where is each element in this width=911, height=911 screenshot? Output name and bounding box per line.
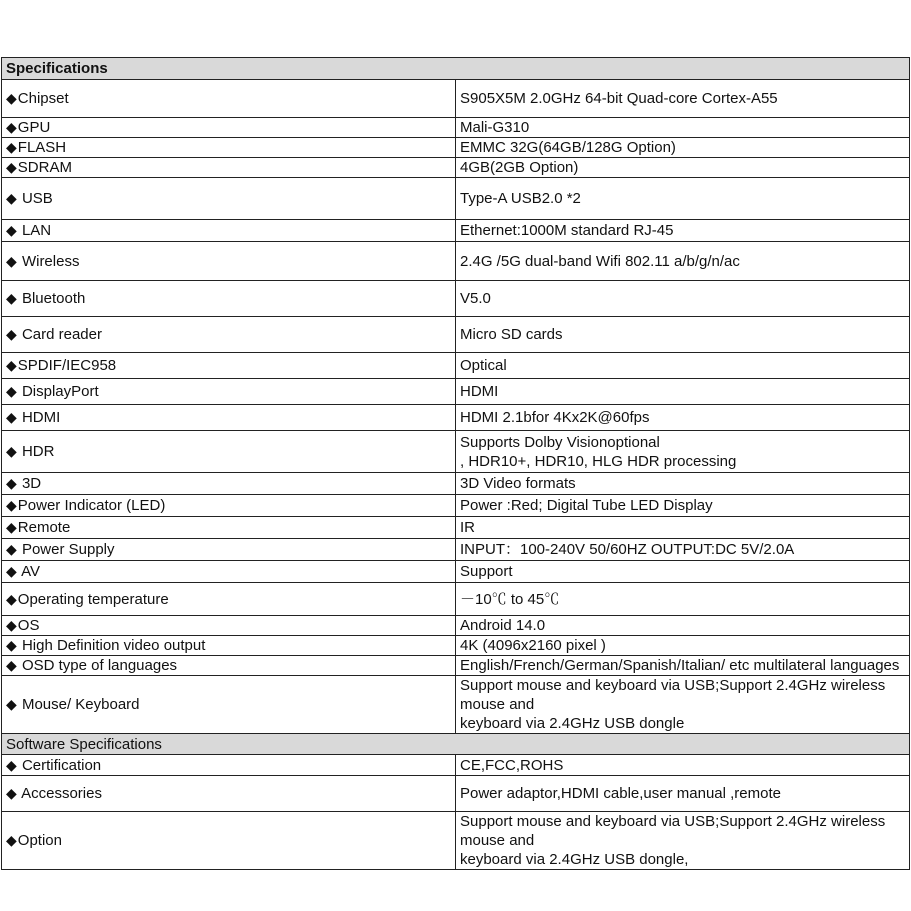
spec-label: Chipset (17, 90, 69, 107)
spec-label: DisplayPort (17, 383, 99, 400)
spec-row-chipset (2, 80, 910, 118)
spec-label: GPU (17, 119, 51, 136)
spec-value: 3D Video formats (456, 473, 910, 495)
spec-row-gpu (2, 118, 910, 138)
diamond-bullet-icon: ◆ (6, 222, 17, 238)
diamond-bullet-icon: ◆ (6, 159, 17, 175)
spec-value: IR (456, 517, 910, 539)
spec-value-line1: Support mouse and keyboard via USB;Support 2.4GHz wireless mouse and (460, 813, 886, 849)
spec-row-os (2, 616, 910, 636)
diamond-bullet-icon: ◆ (6, 756, 17, 773)
spec-label: Power Indicator (LED) (17, 497, 166, 514)
spec-value-line2: keyboard via 2.4GHz USB dongle, (460, 851, 689, 868)
spec-label: High Definition video output (17, 637, 206, 654)
spec-value-line2: keyboard via 2.4GHz USB dongle (460, 715, 685, 732)
diamond-bullet-icon: ◆ (6, 326, 17, 342)
spec-label: LAN (17, 222, 52, 239)
spec-row-osd-languages (2, 656, 910, 676)
spec-value: Mali-G310 (456, 118, 910, 138)
spec-label: SDRAM (17, 159, 72, 176)
spec-value: S905X5M 2.0GHz 64-bit Quad-core Cortex-A55 (456, 80, 910, 118)
spec-value: Power adaptor,HDMI cable,user manual ,remote (456, 776, 910, 812)
diamond-bullet-icon: ◆ (6, 252, 17, 269)
spec-row-hdr (2, 431, 910, 473)
spec-row-bluetooth (2, 281, 910, 317)
spec-value: Optical (456, 353, 910, 379)
spec-label: 3D (17, 475, 42, 492)
diamond-bullet-icon: ◆ (6, 383, 17, 399)
spec-row-flash (2, 138, 910, 158)
diamond-bullet-icon: ◆ (6, 443, 17, 459)
spec-value: V5.0 (456, 281, 910, 317)
spec-label: Card reader (17, 326, 102, 343)
spec-row-mouse-keyboard (2, 676, 910, 734)
spec-label: AV (17, 563, 41, 580)
spec-value-line2: , HDR10+, HDR10, HLG HDR processing (460, 452, 737, 470)
spec-value: Support (456, 561, 910, 583)
section-title: Software Specifications (2, 734, 910, 755)
spec-row-power-indicator (2, 495, 910, 517)
spec-row-spdif (2, 353, 910, 379)
diamond-bullet-icon: ◆ (6, 832, 17, 848)
spec-row-certification (2, 755, 910, 776)
spec-row-remote (2, 517, 910, 539)
spec-value: Android 14.0 (456, 616, 910, 636)
spec-row-card-reader (2, 317, 910, 353)
spec-label: Mouse/ Keyboard (17, 696, 140, 713)
section-header-software (2, 734, 910, 755)
spec-value: Ethernet:1000M standard RJ-45 (456, 220, 910, 242)
diamond-bullet-icon: ◆ (6, 90, 17, 106)
spec-value: －10℃ to 45℃ (456, 583, 910, 616)
diamond-bullet-icon: ◆ (6, 785, 17, 801)
spec-row-lan (2, 220, 910, 242)
diamond-bullet-icon: ◆ (6, 541, 17, 557)
spec-value: Type-A USB2.0 *2 (456, 178, 910, 220)
diamond-bullet-icon: ◆ (6, 475, 17, 491)
diamond-bullet-icon: ◆ (6, 190, 17, 206)
spec-row-operating-temperature (2, 583, 910, 616)
spec-label: Bluetooth (17, 290, 86, 307)
spec-value: EMMC 32G(64GB/128G Option) (456, 138, 910, 158)
spec-value: INPUT：100-240V 50/60HZ OUTPUT:DC 5V/2.0A (456, 539, 910, 561)
spec-label: Option (17, 832, 62, 849)
diamond-bullet-icon: ◆ (6, 139, 17, 155)
spec-row-displayport (2, 379, 910, 405)
spec-value: 2.4G /5G dual-band Wifi 802.11 a/b/g/n/ac (456, 242, 910, 281)
section-title: Specifications (2, 58, 910, 80)
spec-value-line1: Supports Dolby Visionoptional (460, 433, 660, 451)
spec-row-option (2, 812, 910, 870)
diamond-bullet-icon: ◆ (6, 497, 17, 513)
diamond-bullet-icon: ◆ (6, 119, 17, 135)
spec-label: OSD type of languages (17, 657, 178, 674)
spec-label: Operating temperature (17, 590, 169, 608)
spec-label: Remote (17, 519, 71, 536)
spec-label: Certification (17, 756, 102, 774)
spec-label: USB (17, 190, 53, 207)
diamond-bullet-icon: ◆ (6, 617, 17, 633)
spec-label: Power Supply (17, 541, 115, 558)
spec-label: Wireless (17, 252, 80, 270)
spec-label: Accessories (17, 785, 102, 802)
section-header-specifications (2, 58, 910, 80)
spec-value: HDMI 2.1bfor 4Kx2K@60fps (456, 405, 910, 431)
spec-row-3d (2, 473, 910, 495)
spec-row-av (2, 561, 910, 583)
diamond-bullet-icon: ◆ (6, 357, 17, 373)
diamond-bullet-icon: ◆ (6, 563, 17, 579)
spec-row-power-supply (2, 539, 910, 561)
spec-value: English/French/German/Spanish/Italian/ etc multilateral languages (456, 656, 910, 676)
spec-value: 4GB(2GB Option) (456, 158, 910, 178)
specifications-table (1, 57, 910, 870)
diamond-bullet-icon: ◆ (6, 637, 17, 653)
spec-row-usb (2, 178, 910, 220)
diamond-bullet-icon: ◆ (6, 696, 17, 712)
spec-row-accessories (2, 776, 910, 812)
spec-value: 4K (4096x2160 pixel ) (456, 636, 910, 656)
spec-label: HDR (17, 443, 55, 460)
diamond-bullet-icon: ◆ (6, 519, 17, 535)
spec-row-hdmi (2, 405, 910, 431)
spec-label: SPDIF/IEC958 (17, 357, 117, 374)
spec-value: CE,FCC,ROHS (456, 755, 910, 776)
spec-value: Micro SD cards (456, 317, 910, 353)
diamond-bullet-icon: ◆ (6, 290, 17, 306)
spec-row-hd-video-output (2, 636, 910, 656)
diamond-bullet-icon: ◆ (6, 657, 17, 673)
diamond-bullet-icon: ◆ (6, 590, 17, 607)
spec-value: Power :Red; Digital Tube LED Display (456, 495, 910, 517)
spec-value: HDMI (456, 379, 910, 405)
spec-row-sdram (2, 158, 910, 178)
diamond-bullet-icon: ◆ (6, 409, 17, 425)
spec-value-line1: Support mouse and keyboard via USB;Support 2.4GHz wireless mouse and (460, 677, 886, 713)
spec-label: HDMI (17, 409, 61, 426)
spec-label: FLASH (17, 139, 67, 156)
spec-row-wireless (2, 242, 910, 281)
spec-label: OS (17, 617, 40, 634)
